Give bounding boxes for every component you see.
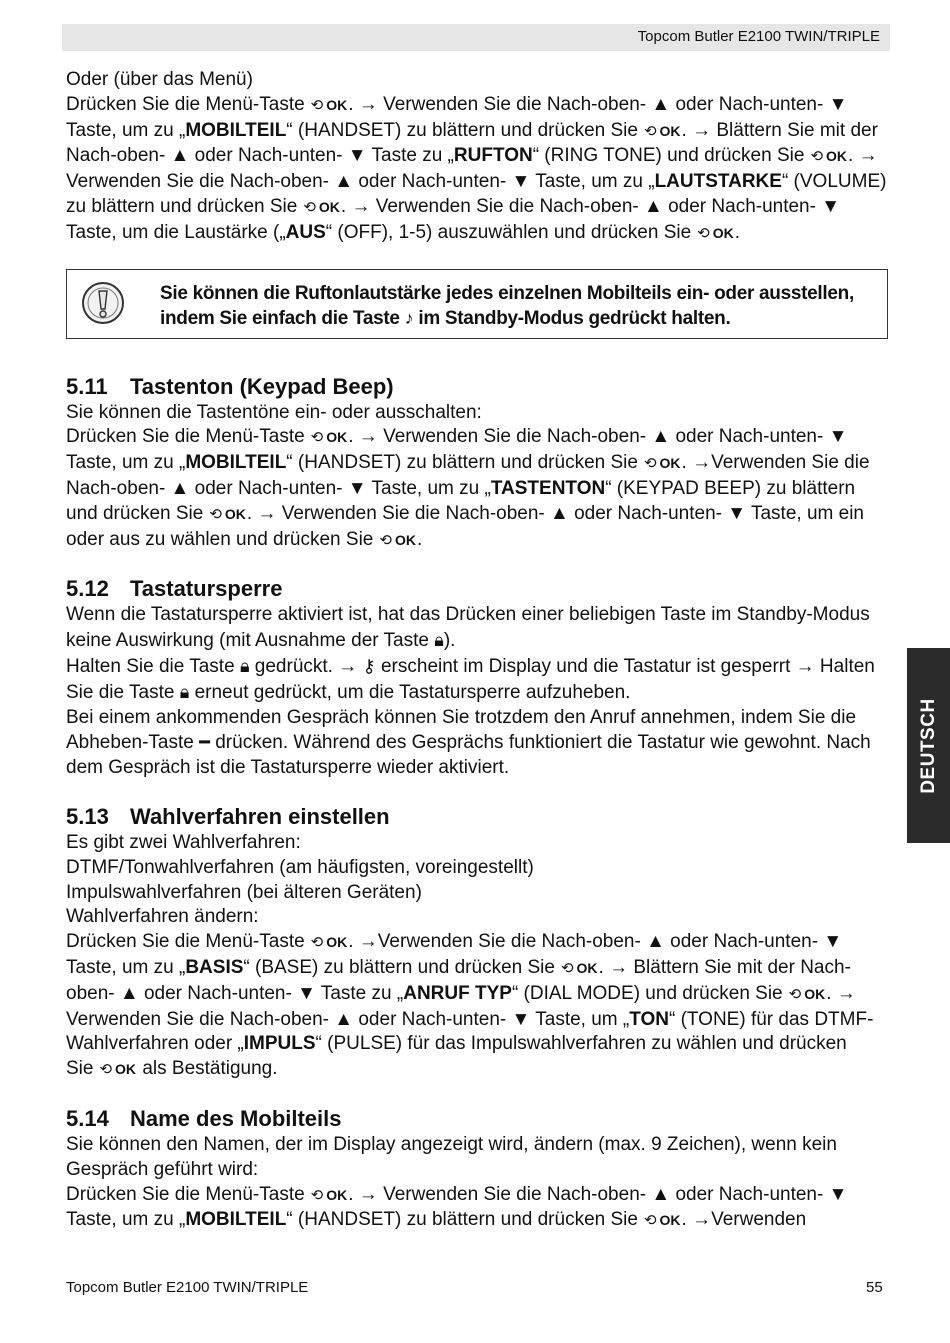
menu-key-icon: ⟲ [310,934,324,952]
text: “ (TONE) für das DTMF-Wahlverfahren oder „ [66,1008,874,1055]
section-number: 5.13 [66,803,109,829]
paragraph: DTMF/Tonwahlverfahren (am häufigsten, voreingestellt) [66,856,534,878]
section-number: 5.14 [66,1105,109,1131]
menu-key-icon: ⟲ [310,96,324,114]
section-number: 5.11 [66,373,108,399]
menu-key-icon: ⟲ [99,1061,113,1079]
section-heading [66,575,888,603]
section-heading [66,1105,888,1133]
bold-term: MOBILTEIL [185,119,287,141]
text: drücken. Während des Gesprächs funktioniert die Tastatur wie gewohnt. Nach dem Gespräch ist die Tastatursperre wieder aktiviert. [66,732,871,779]
text: Drücken Sie die Menü-Taste [66,93,305,115]
paragraph: Sie können die Tastentöne ein- oder ausschalten: [66,401,482,423]
text: Wenn die Tastatursperre aktiviert ist, hat das Drücken einer beliebigen Taste im Standby-Modus keine Auswirkung (mit Ausnahme der Taste [66,604,870,652]
ringer-icon: ♪ [404,307,414,328]
bold-term: MOBILTEIL [185,1209,287,1231]
ok-label: OK [318,198,340,215]
section-title: Tastenton (Keypad Beep) [130,373,394,399]
lock-icon: 🔒︎ [179,681,190,702]
ok-label: OK [326,934,348,951]
text: . [416,528,423,550]
section-5-11 [66,373,888,554]
paragraph [66,654,888,706]
text: “ (OFF), 1-5) auszuwählen und drücken Sie [325,221,692,243]
text: “ (PULSE) für das Impulswahlverfahren zu wählen und drücken Sie [66,1033,847,1080]
text: . → Verwenden Sie die Nach-oben- ▲ oder Nach-unten- ▼ Taste, um zu „ [66,1183,848,1231]
text: “ (BASE) zu blättern und drücken Sie [243,956,555,978]
bold-term: AUS [285,221,326,243]
ok-label: OK [659,122,681,139]
menu-key-icon: ⟲ [379,531,392,549]
text: Drücken Sie die Menü-Taste [66,426,305,448]
paragraph [66,706,888,781]
text: . → Verwenden Sie die Nach-oben- ▲ oder Nach-unten- ▼ Taste, um zu „ [66,426,848,474]
bold-term: ANRUF TYP [403,982,512,1004]
note-box [66,269,888,339]
section-heading [66,373,888,401]
menu-key-icon: ⟲ [810,148,824,166]
paragraph [66,603,888,654]
section-5-13 [66,803,888,1083]
text: Halten Sie die Taste [66,655,235,677]
text: gedrückt. → [254,655,358,677]
ok-label: OK [326,429,348,446]
paragraph: Es gibt zwei Wahlverfahren: [66,831,301,853]
menu-key-icon: ⟲ [643,455,657,473]
bold-term: BASIS [185,956,244,978]
lock-icon: 🔒︎ [239,655,250,676]
menu-key-icon: ⟲ [643,1212,657,1230]
text: . → Verwenden Sie die Nach-oben- ▲ oder Nach-unten- ▼ Taste, um zu „ [66,145,878,193]
menu-key-icon: ⟲ [303,198,316,216]
header-title: Topcom Butler E2100 TWIN/TRIPLE [637,28,880,45]
page-content [66,68,888,1256]
exclamation-icon [81,281,125,325]
bold-term: LAUTSTARKE [654,171,782,193]
bold-term: TON [629,1008,669,1030]
bold-term: TASTENTON [490,477,606,499]
ok-label: OK [804,985,826,1002]
text: erscheint im Display und die Tastatur ist gesperrt → Halten Sie die Taste [66,655,875,703]
ok-label: OK [115,1061,137,1078]
section-heading [66,803,888,831]
text: . [734,221,741,243]
menu-key-icon: ⟲ [643,122,657,140]
section-title: Tastatursperre [130,576,283,602]
ok-label: OK [712,224,734,241]
menu-key-icon: ⟲ [697,224,710,242]
text: Drücken Sie die Menü-Taste [66,931,305,953]
text: Bei einem ankommenden Gespräch können Sie trotzdem den Anruf annehmen, indem Sie die Abheben-Taste [66,706,857,754]
section-number: 5.12 [66,576,109,602]
off-hook-icon: ━ [199,732,210,753]
ok-label: OK [326,1186,348,1203]
section-title: Name des Mobilteils [130,1105,342,1131]
intro-section [66,68,888,247]
text: im Standby-Modus gedrückt halten. [418,307,731,329]
page-header [62,24,890,51]
menu-key-icon: ⟲ [310,1186,324,1204]
text: Sie können die Ruftonlautstärke jedes einzelnen Mobilteils ein- oder ausstellen, indem Sie einfach die Taste [160,282,854,329]
text: Drücken Sie die Menü-Taste [66,1183,305,1205]
text: ). [443,630,456,652]
ok-label: OK [224,505,246,522]
text: . → Verwenden Sie die Nach-oben- ▲ oder Nach-unten- ▼ Taste, um die Laustärke („ [66,195,841,243]
paragraph: Wahlverfahren ändern: [66,906,259,928]
note-text [160,281,877,331]
language-tab [907,648,950,843]
text: . →Verwenden Sie die Nach-oben- ▲ oder Nach-unten- ▼ Taste, um zu „ [66,931,843,978]
menu-key-icon: ⟲ [209,505,222,523]
paragraph [66,425,888,553]
text: “ (HANDSET) zu blättern und drücken Sie [286,452,638,474]
section-title: Wahlverfahren einstellen [130,803,390,829]
intro-paragraph [66,93,888,247]
ok-label: OK [326,96,348,113]
lock-icon: 🔒︎ [434,630,444,651]
text: “ (RING TONE) und drücken Sie [532,145,805,167]
bold-term: RUFTON [453,145,533,167]
text: “ (HANDSET) zu blättern und drücken Sie [286,1209,638,1231]
paragraph [66,1183,888,1235]
text: als Bestätigung. [142,1058,278,1080]
bold-term: MOBILTEIL [185,452,287,474]
paragraph [66,930,888,1083]
text: . → Blättern Sie mit der Nach-oben- ▲ oder Nach-unten- ▼ Taste zu „ [66,956,851,1004]
text: . → Blättern Sie mit der Nach-oben- ▲ oder Nach-unten- ▼ Taste zu „ [66,119,878,167]
text: . → Verwenden Sie die Nach-oben- ▲ oder Nach-unten- ▼ Taste, um ein oder aus zu wählen und drücken Sie [66,502,864,550]
text: “ (DIAL MODE) und drücken Sie [511,982,783,1004]
ok-label: OK [394,531,416,548]
ok-label: OK [826,148,848,165]
menu-key-icon: ⟲ [310,429,324,447]
menu-key-icon: ⟲ [560,959,574,977]
paragraph: Impulswahlverfahren (bei älteren Geräten) [66,881,422,903]
section-5-12 [66,575,888,781]
text: . →Verwenden Sie die Nach-oben- ▲ oder Nach-unten- ▼ Taste, um zu „ [66,452,870,499]
section-5-14 [66,1105,888,1234]
page-number: 55 [866,1279,883,1296]
footer-title: Topcom Butler E2100 TWIN/TRIPLE [66,1279,309,1296]
ok-label: OK [659,455,681,472]
text: . →Verwenden [681,1209,807,1231]
bold-term: IMPULS [243,1033,316,1055]
ok-label: OK [576,959,598,976]
paragraph: Sie können den Namen, der im Display angezeigt wird, ändern (max. 9 Zeichen), wenn kein Gespräch geführt wird: [66,1133,837,1180]
intro-line: Oder (über das Menü) [66,69,253,90]
language-tab-label: DEUTSCH [917,697,939,794]
text: “ (HANDSET) zu blättern und drücken Sie [286,119,638,141]
text: erneut gedrückt, um die Tastatursperre aufzuheben. [194,681,631,703]
key-icon: ⚷ [362,655,376,676]
text: “ (VOLUME) zu blättern und drücken Sie [66,171,887,217]
text: . → Verwenden Sie die Nach-oben- ▲ oder Nach-unten- ▼ Taste, um „ [66,982,856,1030]
text: . → Verwenden Sie die Nach-oben- ▲ oder Nach-unten- ▼ Taste, um zu „ [66,93,848,141]
text: “ (KEYPAD BEEP) zu blättern und drücken Sie [66,477,856,524]
ok-label: OK [659,1212,681,1229]
menu-key-icon: ⟲ [788,985,802,1003]
